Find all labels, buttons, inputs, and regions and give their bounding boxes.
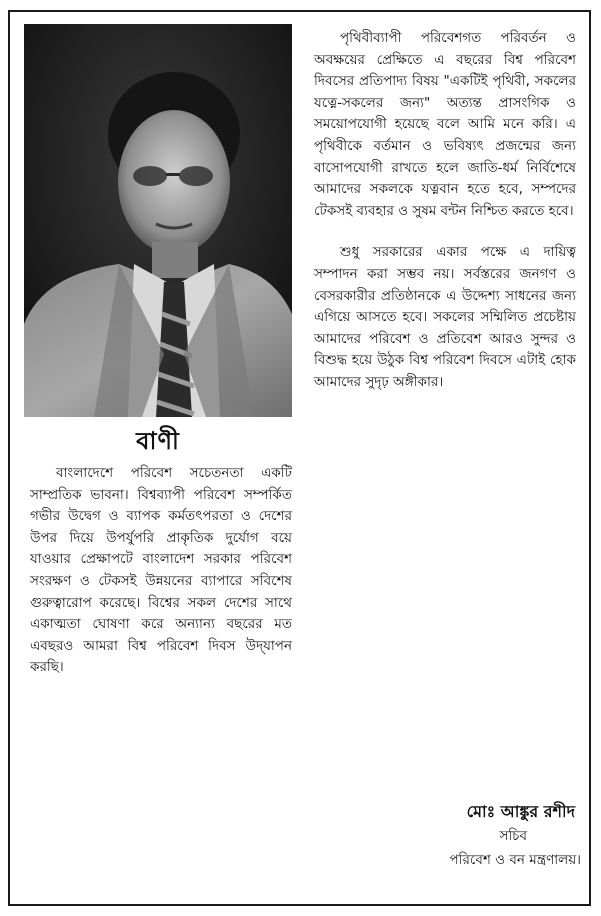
right-paragraph-2: শুধু সরকারের একার পক্ষে এ দায়িত্ব সম্পাদন করা সম্ভব নয়। সর্বস্তরের জনগণ ও বেসরকারীর প্রতিষ্ঠানকে এ উদ্দেশ্য সাধনের জন্য এগিয়ে আসতে হবে। সকলের সম্মিলিত প্রচেষ্টায় আমাদের পরিবেশ ও প্রতিবেশ আরও সুন্দর ও বিশুদ্ধ হয়ে উঠুক বিশ্ব পরিবেশ দিবসে এটাই হোক আমাদের সুদৃঢ় অঙ্গীকার। <box>314 244 576 390</box>
signature-block <box>321 800 581 872</box>
signatory-title: সচিব <box>499 828 527 844</box>
right-column <box>314 28 576 394</box>
signatory-ministry: পরিবেশ ও বন মন্ত্রণালয়। <box>449 852 581 868</box>
right-paragraph-1: পৃথিবীব্যাপী পরিবেশগত পরিবর্তন ও অবক্ষয়ের প্রেক্ষিতে এ বছরের বিশ্ব পরিবেশ দিবসের প্রতিপাদ্য বিষয় "একটিই পৃথিবী, সকলের যত্নে-সকলের জন্য" অত্যন্ত প্রাসংগিক ও সময়োপযোগী হয়েছে বলে আমি মনে করি। এ পৃথিবীকে বর্তমান ও ভবিষ্যৎ প্রজন্মের জন্য বাসোপযোগী রাখতে হলে জাতি-ধর্ম নির্বিশেষে আমাদের সকলকে যত্নবান হতে হবে, সম্পদের টেকসই ব্যবহার ও সুষম বন্টন নিশ্চিত করতে হবে। <box>314 30 576 219</box>
portrait-photo <box>24 24 292 417</box>
portrait-illustration <box>24 24 292 417</box>
left-paragraph: বাংলাদেশে পরিবেশ সচেতনতা একটি সাম্প্রতিক ভাবনা। বিশ্বব্যাপী পরিবেশ সম্পর্কিত গভীর উদ্বেগ ও ব্যাপক কর্মতৎপরতা ও দেশের উপর দিয়ে উপর্যুপরি প্রাকৃতিক দুর্যোগ বয়ে যাওয়ার প্রেক্ষাপটে বাংলাদেশ সরকার পরিবেশ সংরক্ষণ ও টেকসই উন্নয়নের ব্যাপারে সবিশেষ গুরুত্বারোপ করেছে। বিশ্বের সকল দেশের সাথে একাত্মতা ঘোষণা করে অন্যান্য বছরের মত এবছরও আমরা বিশ্ব পরিবেশ দিবস উদ্‌যাপন করছি। <box>30 465 292 676</box>
left-column <box>30 463 292 679</box>
signatory-name: মোঃ আঙ্কুর রশীদ <box>466 802 575 821</box>
heading-message: বাণী <box>136 426 180 455</box>
